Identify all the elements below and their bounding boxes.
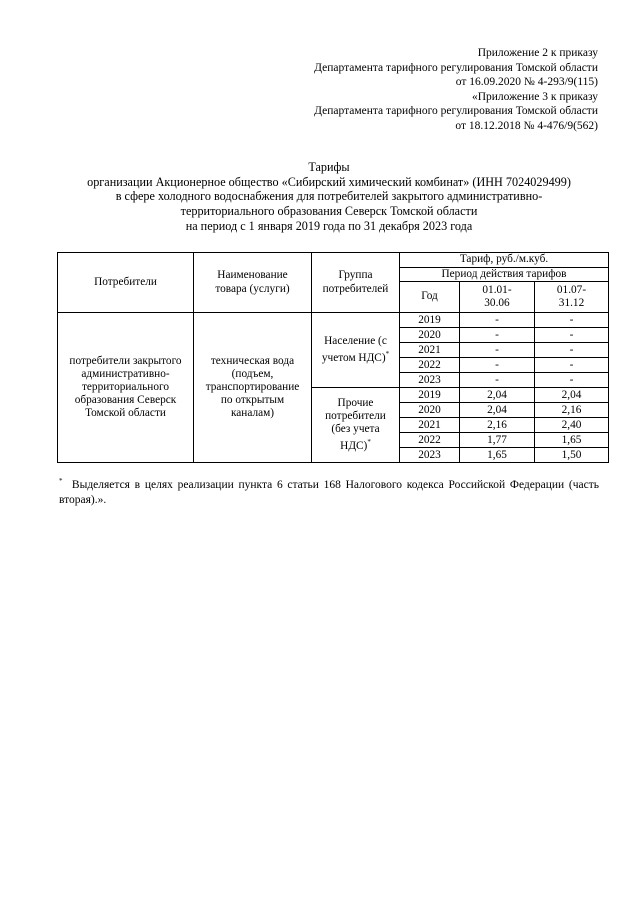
year-cell: 2023 [400, 448, 460, 463]
footnote [59, 474, 599, 508]
value-cell: 2,04 [460, 388, 535, 403]
header-period-1: 01.01-30.06 [460, 282, 535, 313]
year-cell: 2022 [400, 358, 460, 373]
value-cell: - [535, 358, 609, 373]
footnote-text: Выделяется в целях реализации пункта 6 статьи 168 Налогового кодекса Российской Федерации (часть вторая).». [59, 479, 599, 506]
value-cell: - [460, 373, 535, 388]
footnote-marker: * [367, 438, 371, 447]
title-line: территориального образования Северск Томской области [180, 204, 478, 219]
title-line: в сфере холодного водоснабжения для потребителей закрытого административно- [115, 189, 543, 204]
year-cell: 2022 [400, 433, 460, 448]
value-cell: 2,16 [460, 418, 535, 433]
header-period-2: 01.07-31.12 [535, 282, 609, 313]
value-cell: - [535, 313, 609, 328]
year-cell: 2021 [400, 343, 460, 358]
year-cell: 2019 [400, 313, 460, 328]
value-cell: 2,40 [535, 418, 609, 433]
document-title [40, 160, 618, 234]
value-cell: 1,65 [535, 433, 609, 448]
consumers-cell: потребители закрытого административно-территориального образования Северск Томской области [58, 313, 194, 463]
group-name: Население (с учетом НДС) [321, 335, 387, 364]
value-cell: 1,77 [460, 433, 535, 448]
group-cell-population [312, 313, 400, 388]
value-cell: - [535, 328, 609, 343]
value-cell: 2,04 [460, 403, 535, 418]
year-cell: 2023 [400, 373, 460, 388]
value-cell: 1,65 [460, 448, 535, 463]
title-line: организации Акционерное общество «Сибирский химический комбинат» (ИНН 7024029499) [87, 174, 571, 189]
order-reference-header [198, 46, 598, 134]
value-cell: 2,16 [535, 403, 609, 418]
value-cell: - [460, 313, 535, 328]
header-line: от 16.09.2020 № 4-293/9(115) [455, 76, 598, 89]
footnote-paragraph [59, 474, 599, 508]
header-year: Год [400, 282, 460, 313]
year-cell: 2020 [400, 403, 460, 418]
header-consumer-group: Группа потребителей [312, 253, 400, 313]
value-cell: - [460, 343, 535, 358]
header-consumers: Потребители [58, 253, 194, 313]
product-cell: техническая вода (подъем, транспортирование по открытым каналам) [194, 313, 312, 463]
year-cell: 2020 [400, 328, 460, 343]
value-cell: - [460, 328, 535, 343]
header-product: Наименование товара (услуги) [194, 253, 312, 313]
year-cell: 2019 [400, 388, 460, 403]
group-cell-other [312, 388, 400, 463]
header-line: Департамента тарифного регулирования Томской области [314, 61, 598, 74]
tariff-table [57, 252, 609, 463]
title-line: на период с 1 января 2019 года по 31 декабря 2023 года [185, 218, 473, 233]
header-line: Приложение 2 к приказу [477, 47, 598, 59]
group-name: Прочие потребители (без учета НДС) [325, 397, 386, 452]
value-cell: 2,04 [535, 388, 609, 403]
title-line: Тарифы [308, 160, 350, 174]
value-cell: - [460, 358, 535, 373]
header-tariff: Тариф, руб./м.куб. [400, 253, 609, 268]
footnote-marker: * [59, 477, 63, 485]
header-line: от 18.12.2018 № 4-476/9(562) [455, 119, 598, 132]
value-cell: - [535, 373, 609, 388]
value-cell: 1,50 [535, 448, 609, 463]
year-cell: 2021 [400, 418, 460, 433]
header-line: Департамента тарифного регулирования Томской области [314, 105, 598, 118]
header-line: «Приложение 3 к приказу [471, 90, 598, 103]
header-period: Период действия тарифов [400, 267, 609, 282]
value-cell: - [535, 343, 609, 358]
footnote-marker: * [385, 350, 390, 359]
